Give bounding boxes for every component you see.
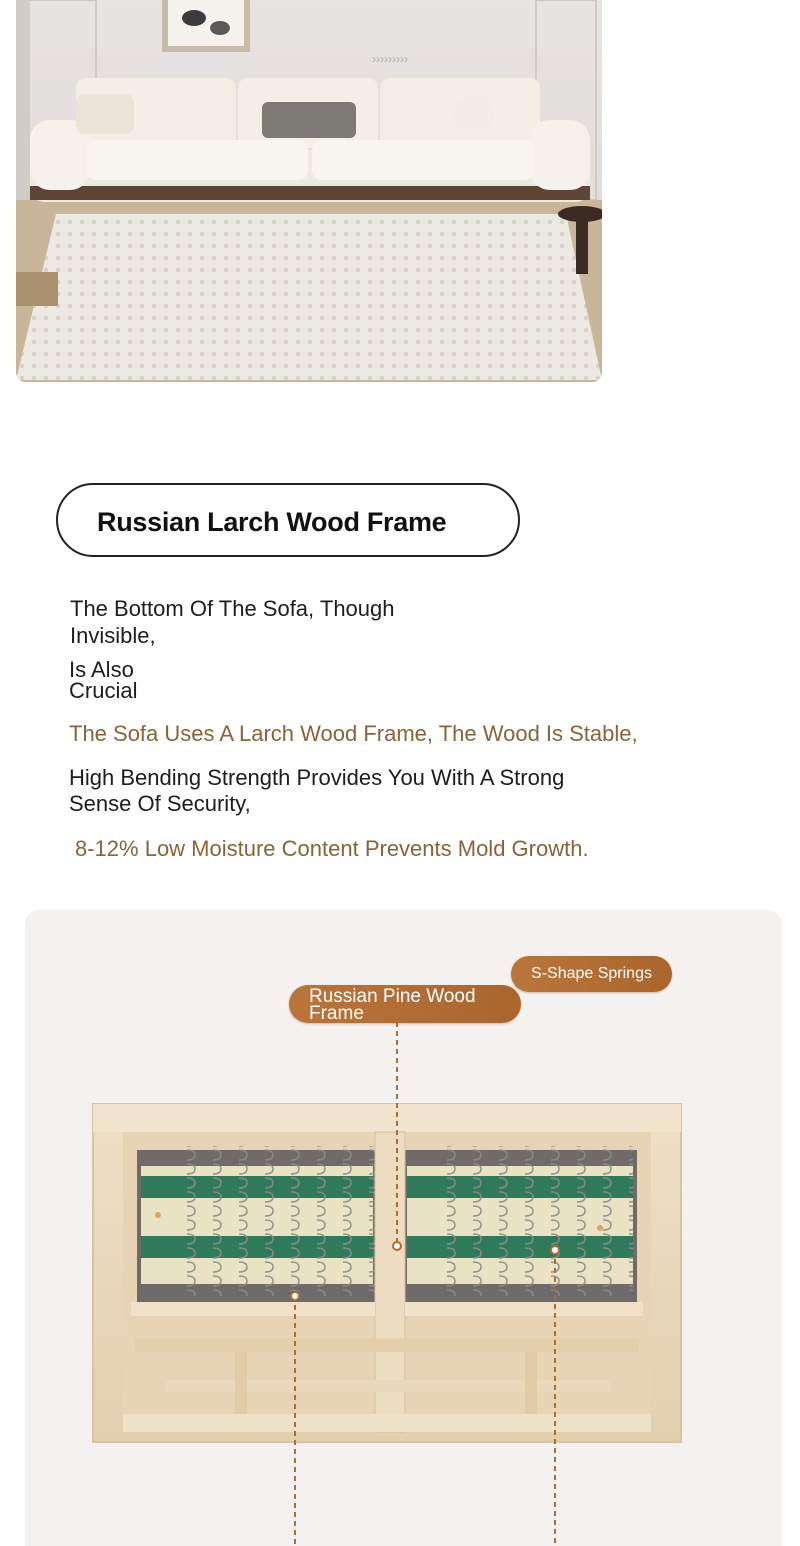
strength-line-1: High Bending Strength Provides You With A Strong — [69, 765, 565, 790]
moisture-text: 8-12% Low Moisture Content Prevents Mold Growth. — [75, 836, 589, 861]
pine-wood-frame-tag — [289, 985, 521, 1023]
strength-line-2: Sense Of Security, — [69, 791, 251, 816]
intro-line-3: Is Also — [69, 657, 134, 682]
pine-wood-frame-label-2: Frame — [309, 1003, 364, 1024]
s-shape-springs-tag — [511, 956, 672, 992]
s-shape-springs-label: S-Shape Springs — [531, 965, 652, 982]
svg-text:›››››››››: ››››››››› — [372, 52, 408, 66]
intro-line-1: The Bottom Of The Sofa, Though — [70, 596, 395, 621]
larch-frame-text: The Sofa Uses A Larch Wood Frame, The Wood Is Stable, — [69, 721, 638, 746]
intro-line-4: Crucial — [69, 678, 138, 703]
intro-line-2: Invisible, — [70, 623, 156, 648]
pine-wood-frame-label-1: Russian Pine Wood — [309, 986, 476, 1007]
section-title: Russian Larch Wood Frame — [97, 507, 447, 537]
section-title-pill — [56, 483, 520, 557]
living-room-photo — [16, 0, 602, 382]
